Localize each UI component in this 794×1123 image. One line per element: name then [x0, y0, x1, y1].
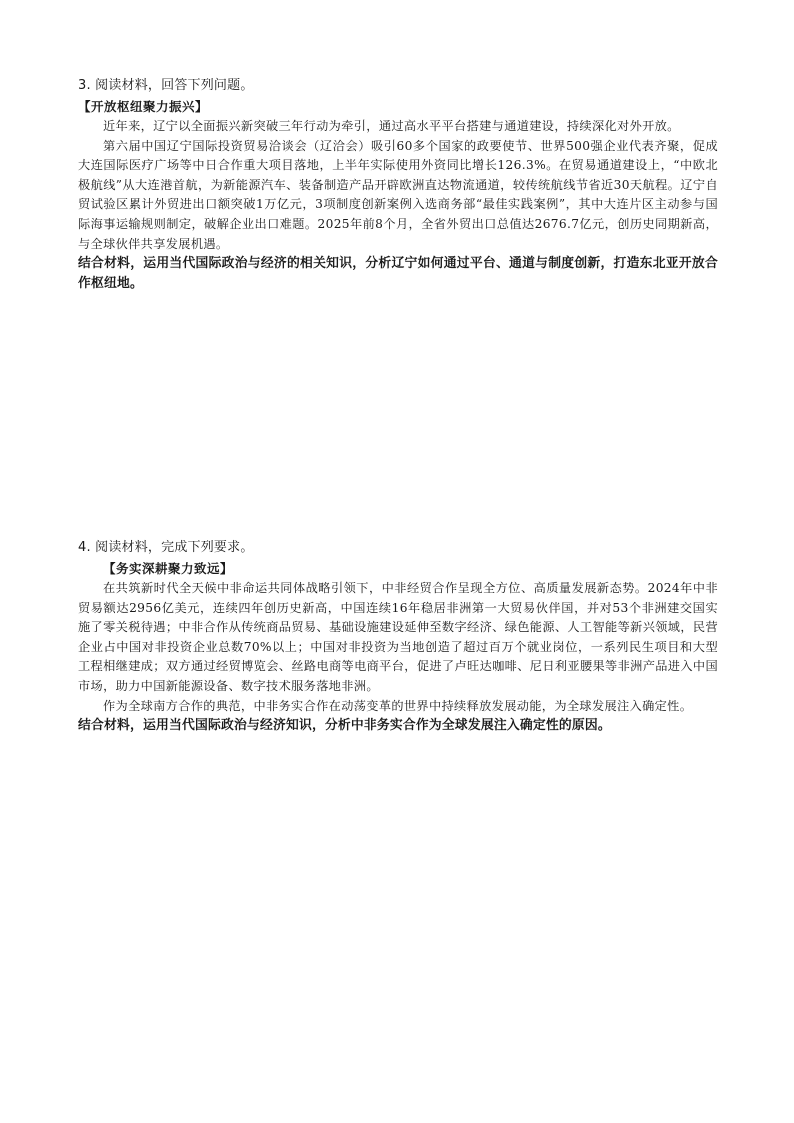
- question-3-paragraph-2: 第六届中国辽宁国际投资贸易洽谈会（辽洽会）吸引60多个国家的政要使节、世界500强企业代表齐聚，促成大连国际医疗广场等中日合作重大项目落地，上半年实际使用外资同比增长126.3%。在贸易通道建设上，“中欧北极航线”从大连港首航，为新能源汽车、装备制造产品开辟欧洲直达物流通道，较传统航线节省近30天航程。辽宁自贸试验区累计外贸进出口额突破1万亿元，3项制度创新案例入选商务部“最佳实践案例”，其中大连片区主动参与国际海事运输规则制定，破解企业出口难题。2025年前8个月，全省外贸出口总值达2676.7亿元，创历史同期新高，与全球伙伴共享发展机遇。: [78, 138, 718, 251]
- question-3-instruction: 结合材料，运用当代国际政治与经济的相关知识，分析辽宁如何通过平台、通道与制度创新，打造东北亚开放合作枢纽地。: [78, 256, 718, 292]
- question-4-instruction: 结合材料，运用当代国际政治与经济知识，分析中非务实合作为全球发展注入确定性的原因。: [78, 718, 611, 734]
- question-4-title: 4. 阅读材料，完成下列要求。: [78, 540, 254, 555]
- question-4-paragraph-1: 在共筑新时代全天候中非命运共同体战略引领下，中非经贸合作呈现全方位、高质量发展新态势。2024年中非贸易额达2956亿美元，连续四年创历史新高，中国连续16年稳居非洲第一大贸易伙伴国，并对53个非洲建交国实施了零关税待遇；中非合作从传统商品贸易、基础设施建设延伸至数字经济、绿色能源、人工智能等新兴领域，民营企业占中国对非投资企业总数70%以上；中国对非投资为当地创造了超过百万个就业岗位，一系列民生项目和大型工程相继建成；双方通过经贸博览会、丝路电商等电商平台，促进了卢旺达咖啡、尼日利亚腰果等非洲产品进入中国市场，助力中国新能源设备、数字技术服务落地非洲。: [78, 581, 718, 693]
- question-3-paragraph-1: 近年来，辽宁以全面振兴新突破三年行动为牵引，通过高水平平台搭建与通道建设，持续深化对外开放。: [103, 119, 680, 133]
- question-4-material-heading: 【务实深耕聚力致远】: [103, 561, 234, 576]
- question-3-material-heading: 【开放枢纽聚力振兴】: [78, 99, 209, 114]
- question-4-paragraph-2: 作为全球南方合作的典范，中非务实合作在动荡变革的世界中持续释放发展动能，为全球发展注入确定性。: [103, 698, 693, 713]
- question-3-title: 3. 阅读材料，回答下列问题。: [78, 78, 254, 93]
- question-3: [78, 76, 718, 294]
- question-4: [78, 538, 718, 736]
